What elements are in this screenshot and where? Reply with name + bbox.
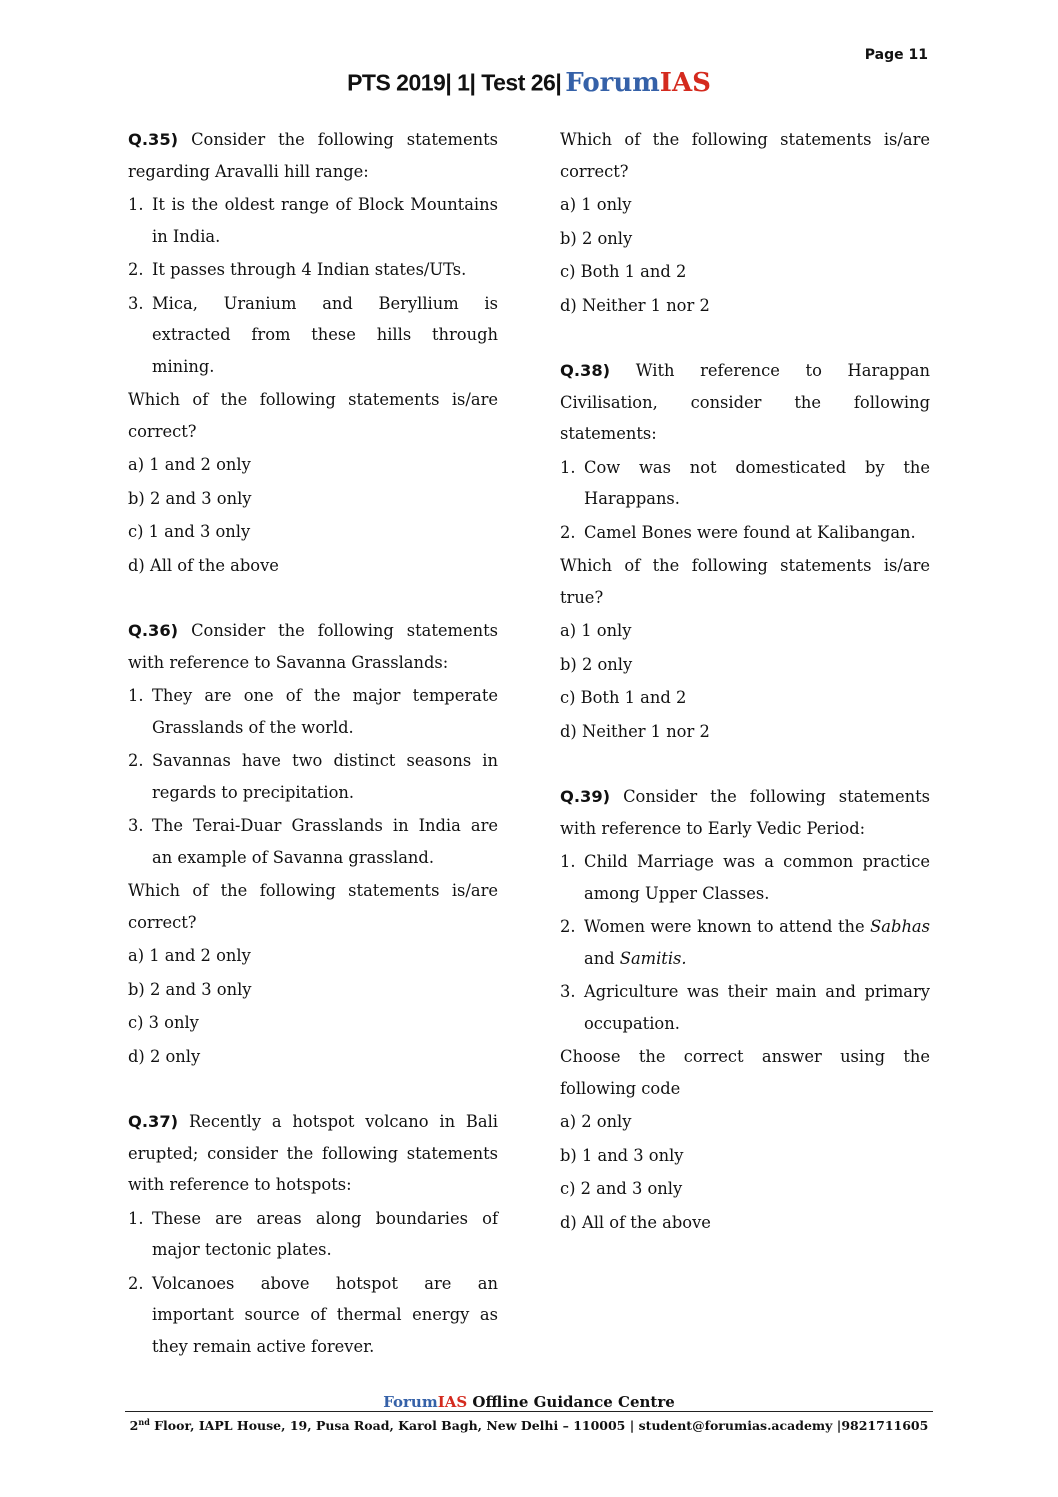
question-stem: Q.37) Recently a hotspot volcano in Bali erupted; consider the following statements with reference to hotspots: — [128, 1112, 498, 1194]
option-b: b) 1 and 3 only — [560, 1145, 684, 1165]
option-c: c) Both 1 and 2 — [560, 262, 687, 281]
forumias-logo: ForumIAS — [565, 68, 711, 98]
statement-list — [128, 680, 498, 873]
statement: 2. It passes through 4 Indian states/UTs. — [128, 260, 467, 279]
option-b: b) 2 and 3 only — [128, 979, 252, 999]
question-number: Q.39) — [560, 787, 611, 806]
statement: 2. Women were known to attend the Sabhas and Samitis. — [560, 917, 930, 968]
question-prompt: Which of the following statements is/are correct? — [128, 390, 498, 441]
question-prompt: Which of the following statements is/are correct? — [128, 881, 498, 932]
option-a: a) 1 and 2 only — [128, 946, 251, 965]
option-a: a) 1 only — [560, 195, 632, 214]
option-d: d) 2 only — [128, 1046, 201, 1066]
option-a: a) 1 and 2 only — [128, 455, 251, 474]
question-number: Q.36) — [128, 621, 179, 640]
question-prompt: Which of the following statements is/are true? — [560, 556, 930, 607]
question-stem: Q.36) Consider the following statements with reference to Savanna Grasslands: — [128, 621, 498, 672]
question-stem: Q.35) Consider the following statements regarding Aravalli hill range: — [128, 130, 498, 181]
right-column — [560, 124, 930, 1272]
question-stem: Q.38) With reference to Harappan Civilisation, consider the following statements: — [560, 361, 930, 443]
statement: 2. Camel Bones were found at Kalibangan. — [560, 522, 916, 542]
question-number: Q.38) — [560, 361, 611, 380]
statement: 2. Savannas have two distinct seasons in regards to precipitation. — [128, 751, 498, 802]
left-column — [128, 124, 498, 1396]
option-a: a) 2 only — [560, 1112, 632, 1131]
option-d: d) All of the above — [128, 555, 279, 575]
option-b: b) 2 and 3 only — [128, 488, 252, 508]
option-d: d) All of the above — [560, 1212, 711, 1232]
statement: 1. They are one of the major temperate Grasslands of the world. — [128, 686, 498, 737]
option-a: a) 1 only — [560, 621, 632, 640]
question-38 — [560, 355, 930, 747]
option-c: c) 2 and 3 only — [560, 1179, 683, 1198]
statement: 1. Child Marriage was a common practice among Upper Classes. — [560, 852, 930, 903]
test-title: PTS 2019| 1| Test 26| — [347, 69, 562, 96]
question-prompt: Which of the following statements is/are correct? — [560, 130, 930, 181]
option-c: c) Both 1 and 2 — [560, 688, 687, 707]
option-d: d) Neither 1 nor 2 — [560, 721, 710, 741]
question-39 — [560, 781, 930, 1238]
question-stem: Q.39) Consider the following statements with reference to Early Vedic Period: — [560, 787, 930, 838]
question-37 — [128, 1106, 498, 1362]
option-c: c) 3 only — [128, 1013, 199, 1032]
question-35 — [128, 124, 498, 581]
page-footer — [0, 1393, 1058, 1434]
page-number: Page 11 — [864, 47, 928, 63]
question-number: Q.35) — [128, 130, 179, 149]
statement-list — [128, 189, 498, 382]
statement: 2. Volcanoes above hotspot are an important source of thermal energy as they remain active forever. — [128, 1273, 498, 1356]
option-d: d) Neither 1 nor 2 — [560, 295, 710, 315]
statement: 1. Cow was not domesticated by the Harappans. — [560, 457, 930, 508]
statement: 3. Agriculture was their main and primary occupation. — [560, 982, 930, 1033]
question-37-continued — [560, 124, 930, 321]
option-c: c) 1 and 3 only — [128, 522, 251, 541]
statement: 1. These are areas along boundaries of major tectonic plates. — [128, 1208, 498, 1259]
statement-list — [560, 846, 930, 1039]
statement: 3. The Terai-Duar Grasslands in India are an example of Savanna grassland. — [128, 816, 498, 867]
footer-divider — [125, 1411, 933, 1412]
statement: 1. It is the oldest range of Block Mountains in India. — [128, 195, 498, 246]
statement-list — [128, 1203, 498, 1363]
statement-list — [560, 452, 930, 549]
page-header — [0, 68, 1058, 98]
option-b: b) 2 only — [560, 228, 633, 248]
question-36 — [128, 615, 498, 1072]
footer-address: 2nd Floor, IAPL House, 19, Pusa Road, Karol Bagh, New Delhi – 110005 | student@forumias.academy |9821711605 — [129, 1417, 929, 1434]
question-number: Q.37) — [128, 1112, 179, 1131]
footer-title: ForumIAS Offline Guidance Centre — [383, 1393, 675, 1411]
statement: 3. Mica, Uranium and Beryllium is extracted from these hills through mining. — [128, 293, 498, 376]
question-prompt: Choose the correct answer using the following code — [560, 1047, 930, 1098]
option-b: b) 2 only — [560, 654, 633, 674]
